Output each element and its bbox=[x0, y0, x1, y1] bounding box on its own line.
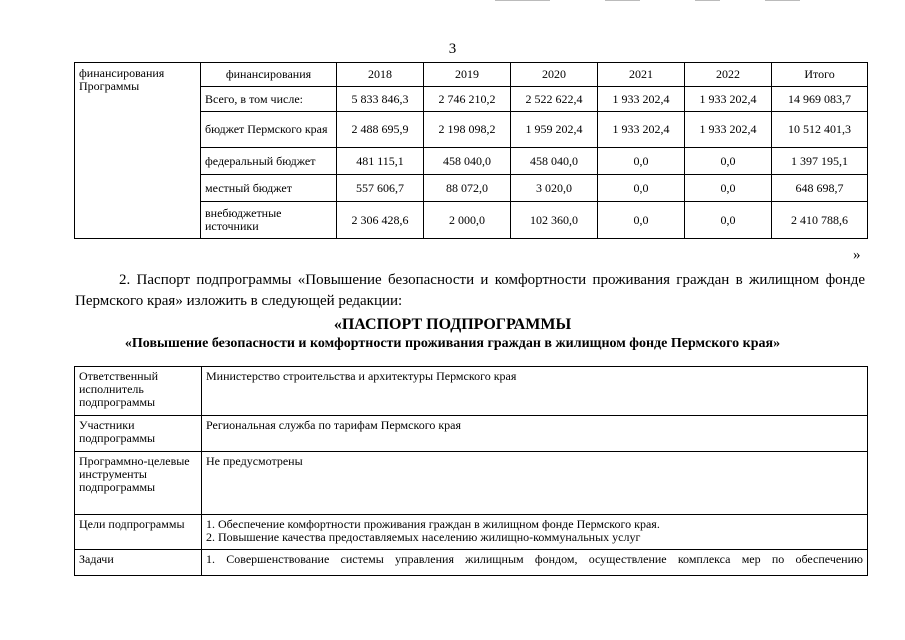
value-cell: 557 606,7 bbox=[337, 175, 424, 202]
value-cell: 2 000,0 bbox=[424, 202, 511, 239]
passport-label: Программно-целевые инструменты подпрограммы bbox=[75, 452, 202, 515]
passport-value: Не предусмотрены bbox=[202, 452, 868, 515]
table-row bbox=[75, 367, 868, 416]
row-label: местный бюджет bbox=[201, 175, 337, 202]
value-cell: 1 933 202,4 bbox=[598, 87, 685, 112]
funding-side-label: финансирования Программы bbox=[75, 63, 201, 239]
value-cell: 0,0 bbox=[598, 148, 685, 175]
amendment-paragraph: 2. Паспорт подпрограммы «Повышение безопасности и комфортности проживания граждан в жилищном фонде Пермского края» изложить в следующей редакции: bbox=[75, 272, 865, 309]
header-cell: 2019 bbox=[424, 63, 511, 87]
page-number: 3 bbox=[448, 41, 457, 57]
passport-value: 1. Совершенствование системы управления жилищным фондом, осуществление комплекса мер по обеспечению bbox=[202, 550, 868, 576]
goal-line: 2. Повышение качества предоставляемых населению жилищно-коммунальных услуг bbox=[206, 530, 641, 544]
value-cell: 5 833 846,3 bbox=[337, 87, 424, 112]
header-cell: 2020 bbox=[511, 63, 598, 87]
header-cell: 2021 bbox=[598, 63, 685, 87]
value-cell: 1 959 202,4 bbox=[511, 112, 598, 148]
value-cell: 2 488 695,9 bbox=[337, 112, 424, 148]
closing-quote: » bbox=[853, 247, 861, 263]
value-cell: 14 969 083,7 bbox=[772, 87, 868, 112]
row-label: Всего, в том числе: bbox=[201, 87, 337, 112]
goal-line: 1. Обеспечение комфортности проживания граждан в жилищном фонде Пермского края. bbox=[206, 517, 660, 531]
value-cell: 2 522 622,4 bbox=[511, 87, 598, 112]
value-cell: 458 040,0 bbox=[424, 148, 511, 175]
passport-label: Цели подпрограммы bbox=[75, 515, 202, 550]
value-cell: 0,0 bbox=[685, 148, 772, 175]
passport-label: Ответственный исполнитель подпрограммы bbox=[75, 367, 202, 416]
value-cell: 481 115,1 bbox=[337, 148, 424, 175]
row-label: внебюджетные источники bbox=[201, 202, 337, 239]
value-cell: 102 360,0 bbox=[511, 202, 598, 239]
value-cell: 2 746 210,2 bbox=[424, 87, 511, 112]
passport-subheading: «Повышение безопасности и комфортности проживания граждан в жилищном фонде Пермского края» bbox=[124, 336, 781, 351]
passport-label: Задачи bbox=[75, 550, 202, 576]
header-cell: 2022 bbox=[685, 63, 772, 87]
value-cell: 2 306 428,6 bbox=[337, 202, 424, 239]
passport-value: Министерство строительства и архитектуры Пермского края bbox=[202, 367, 868, 416]
funding-table bbox=[74, 62, 868, 239]
header-cell: 2018 bbox=[337, 63, 424, 87]
value-cell: 2 410 788,6 bbox=[772, 202, 868, 239]
value-cell: 10 512 401,3 bbox=[772, 112, 868, 148]
value-cell: 0,0 bbox=[598, 175, 685, 202]
passport-table bbox=[74, 366, 868, 576]
table-row bbox=[75, 63, 868, 87]
value-cell: 1 397 195,1 bbox=[772, 148, 868, 175]
value-cell: 0,0 bbox=[685, 175, 772, 202]
passport-value bbox=[202, 515, 868, 550]
value-cell: 88 072,0 bbox=[424, 175, 511, 202]
value-cell: 3 020,0 bbox=[511, 175, 598, 202]
value-cell: 0,0 bbox=[598, 202, 685, 239]
top-edge-marks bbox=[495, 0, 805, 3]
passport-value: Региональная служба по тарифам Пермского края bbox=[202, 416, 868, 452]
row-label: бюджет Пермского края bbox=[201, 112, 337, 148]
value-cell: 648 698,7 bbox=[772, 175, 868, 202]
table-row bbox=[75, 416, 868, 452]
value-cell: 1 933 202,4 bbox=[685, 87, 772, 112]
table-row bbox=[75, 515, 868, 550]
passport-heading: «ПАСПОРТ ПОДПРОГРАММЫ bbox=[333, 316, 572, 333]
header-cell: финансирования bbox=[201, 63, 337, 87]
passport-label: Участники подпрограммы bbox=[75, 416, 202, 452]
header-cell: Итого bbox=[772, 63, 868, 87]
value-cell: 1 933 202,4 bbox=[685, 112, 772, 148]
row-label: федеральный бюджет bbox=[201, 148, 337, 175]
table-row bbox=[75, 452, 868, 515]
value-cell: 0,0 bbox=[685, 202, 772, 239]
value-cell: 458 040,0 bbox=[511, 148, 598, 175]
value-cell: 1 933 202,4 bbox=[598, 112, 685, 148]
table-row bbox=[75, 550, 868, 576]
value-cell: 2 198 098,2 bbox=[424, 112, 511, 148]
